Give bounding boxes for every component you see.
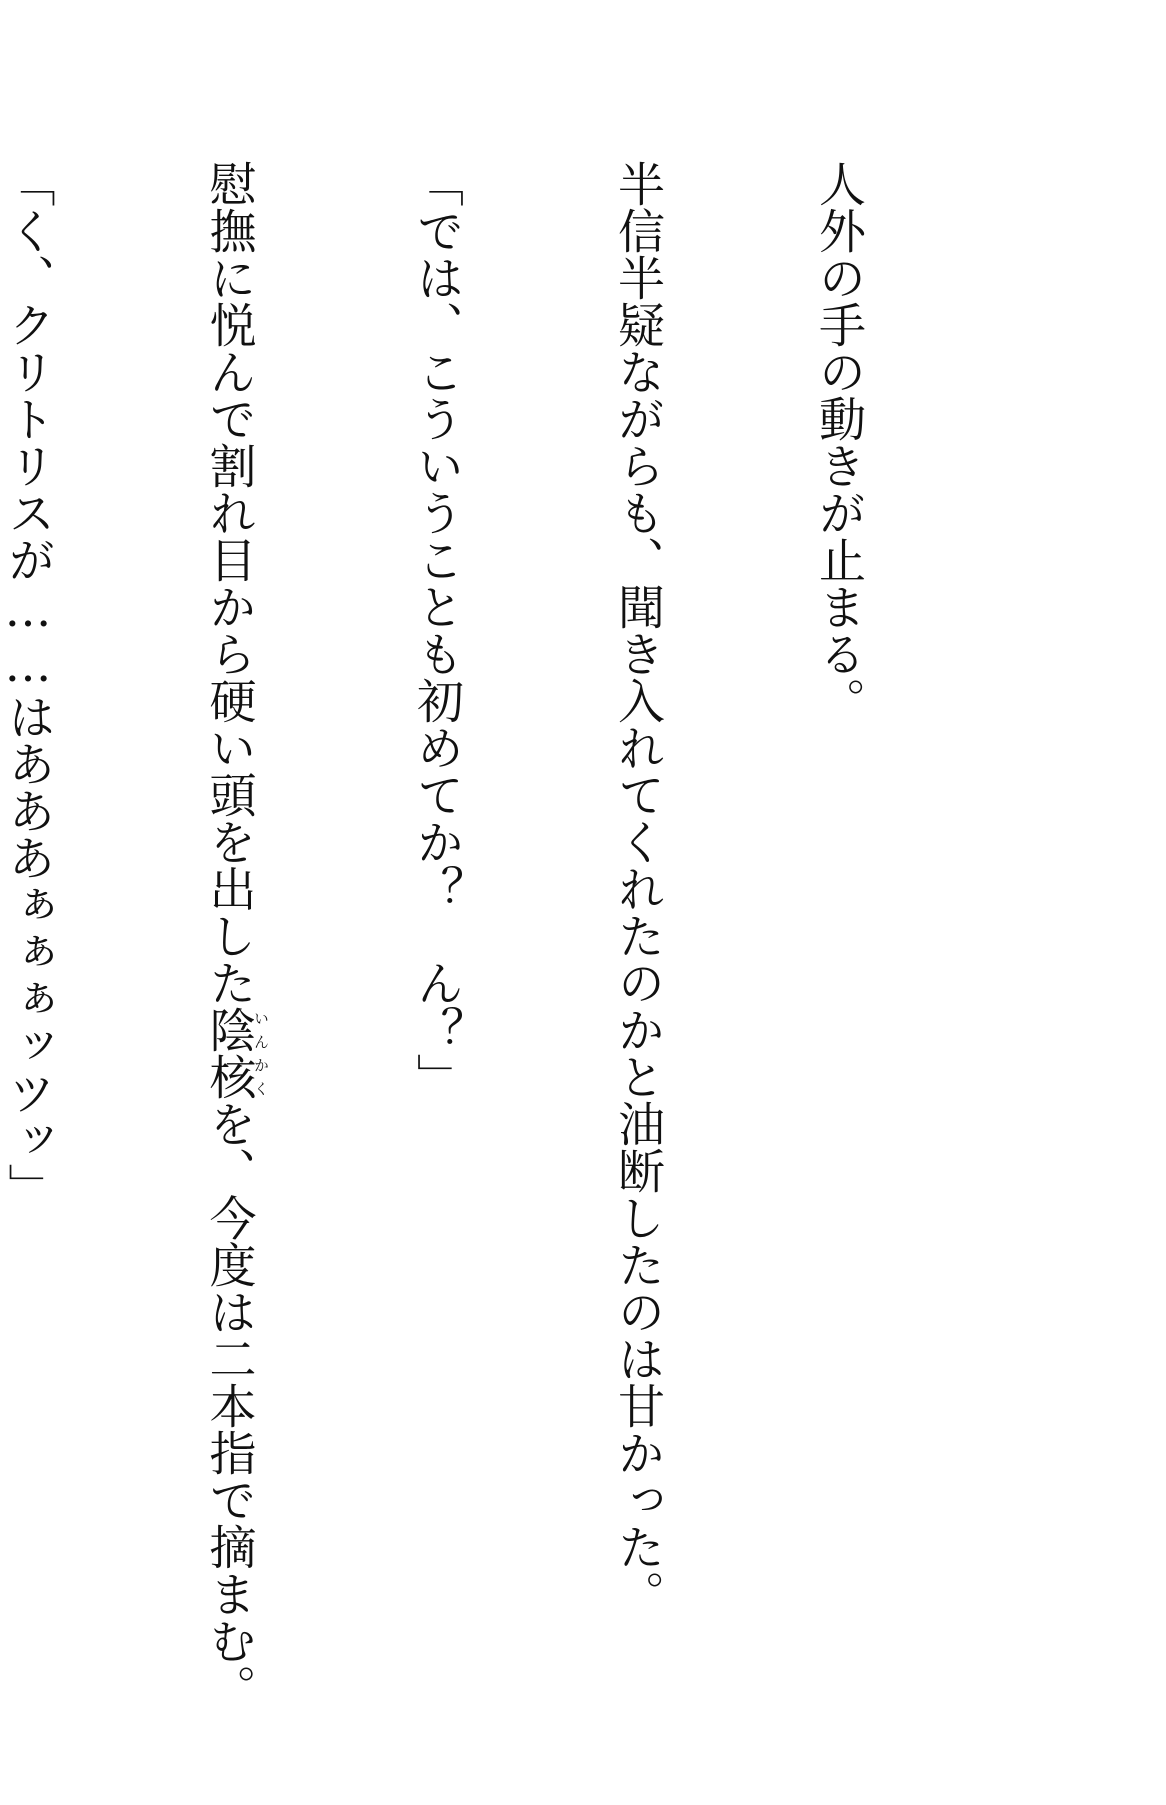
text-line-4-part-1: 慰撫に悦んで割れ目から硬い頭を出した: [201, 160, 257, 1006]
ruby-inkaku: 陰核いんかく: [201, 1006, 270, 1100]
ruby-inkaku-reading: いんかく: [252, 1006, 270, 1100]
text-line-1: 人外の手の動きが止まる。: [811, 160, 866, 724]
text-line-4: [196, 160, 270, 1711]
text-line-2: 半信半疑ながらも、聞き入れてくれたのかと油断したのは甘かった。: [610, 160, 665, 1617]
vertical-text-body: [0, 160, 1006, 1711]
text-line-4-part-2: を、今度は二本指で摘まむ。: [201, 1100, 257, 1711]
text-line-5: 「く、クリトリスが……はあああぁぁぁッツッ」: [0, 160, 56, 1210]
text-line-3: 「では、こういうことも初めてか？ ん？」: [409, 160, 464, 1100]
